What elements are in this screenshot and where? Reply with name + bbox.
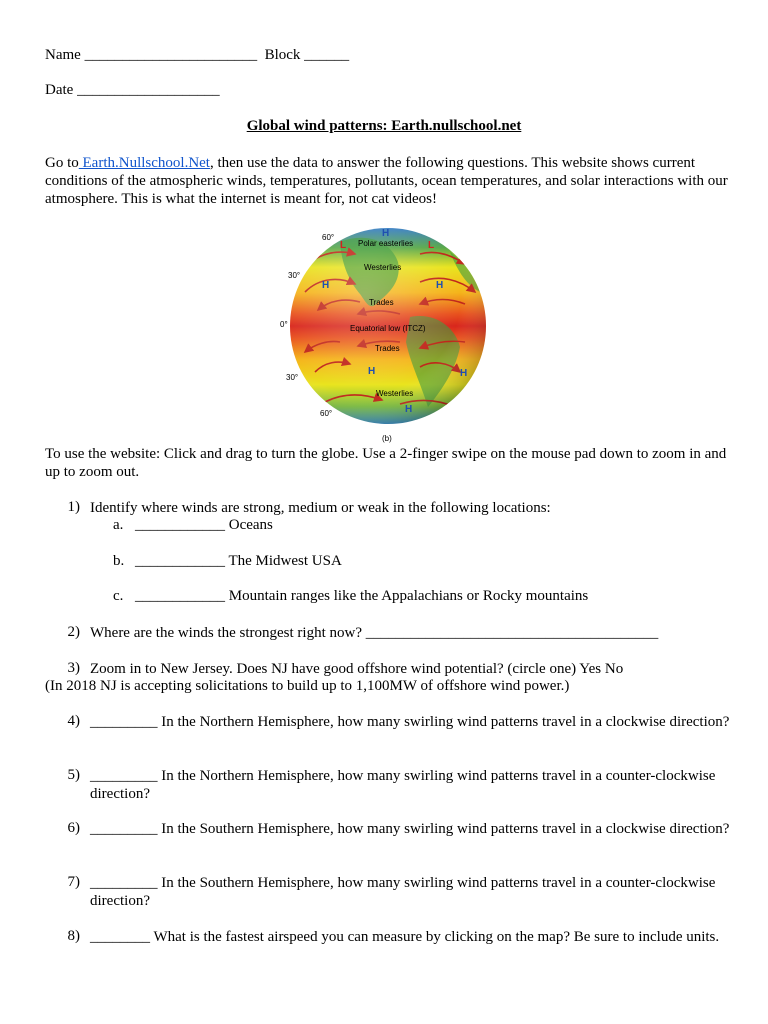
- q1-text: Identify where winds are strong, medium or weak in the following locations:: [90, 500, 551, 516]
- q1b-text[interactable]: ____________ The Midwest USA: [135, 553, 342, 569]
- q1b-letter: b.: [113, 553, 125, 569]
- q1c-letter: c.: [113, 588, 124, 604]
- date-blank[interactable]: ___________________: [77, 82, 220, 98]
- high-pressure-label-bottom: H: [405, 404, 413, 415]
- q1-number: 1): [67, 499, 80, 515]
- low-pressure-label-left: L: [340, 240, 347, 251]
- name-label: Name: [45, 47, 81, 63]
- low-pressure-label-right: L: [428, 240, 435, 251]
- q8-text[interactable]: ________ What is the fastest airspeed you can measure by clicking on the map? Be sure to include units.: [90, 929, 720, 945]
- q1c-text[interactable]: ____________ Mountain ranges like the Appalachians or Rocky mountains: [135, 588, 589, 604]
- page-title: Global wind patterns: Earth.nullschool.net: [246, 118, 522, 134]
- q4-text[interactable]: _________ In the Northern Hemisphere, how many swirling wind patterns travel in a clockwise direction?: [90, 714, 730, 730]
- date-label: Date: [45, 82, 74, 98]
- block-label: Block: [264, 47, 301, 63]
- lat-label-60n: 60°: [322, 233, 335, 242]
- figure-caption: (b): [382, 434, 392, 443]
- high-pressure-label-ne: H: [436, 280, 444, 291]
- zone-label-westerlies-south: Westerlies: [376, 389, 414, 398]
- q2-number: 2): [67, 624, 80, 640]
- q3-number: 3): [67, 660, 80, 676]
- q5-text[interactable]: _________ In the Northern Hemisphere, how many swirling wind patterns travel in a counter-clockwise direction?: [90, 768, 716, 802]
- q5-number: 5): [67, 767, 80, 783]
- lat-label-0: 0°: [280, 320, 288, 329]
- q7-text[interactable]: _________ In the Southern Hemisphere, how many swirling wind patterns travel in a counter-clockwise direction?: [90, 875, 716, 909]
- intro-pre: Go to: [45, 155, 79, 171]
- q6-number: 6): [67, 820, 80, 836]
- zone-label-itcz: Equatorial low (ITCZ): [350, 324, 426, 333]
- q7-number: 7): [67, 874, 80, 890]
- lat-label-60s: 60°: [320, 409, 333, 418]
- high-pressure-label-top: H: [382, 228, 390, 239]
- high-pressure-label-sw: H: [368, 366, 376, 377]
- q1a-text[interactable]: ____________ Oceans: [135, 517, 273, 533]
- zone-label-trades-north: Trades: [369, 298, 394, 307]
- q2-text[interactable]: Where are the winds the strongest right now? _______________________________________: [90, 625, 659, 641]
- q8-number: 8): [67, 928, 80, 944]
- high-pressure-label-nw: H: [322, 280, 330, 291]
- block-blank[interactable]: ______: [304, 47, 350, 63]
- intro-post: , then use the data to answer the following questions. This website shows current conditions of the atmospheric winds, temperatures, pollutants, ocean temperatures, and solar interactions with our atmosphere. This is what the internet is meant for, not cat videos!: [45, 155, 728, 207]
- zone-label-polar-easterlies: Polar easterlies: [358, 239, 414, 248]
- q3-note: (In 2018 NJ is accepting solicitations to build up to 1,100MW of offshore wind power.): [45, 678, 570, 694]
- name-blank[interactable]: _______________________: [84, 47, 258, 63]
- global-wind-figure: [270, 222, 500, 448]
- q6-text[interactable]: _________ In the Southern Hemisphere, how many swirling wind patterns travel in a clockwise direction?: [90, 821, 730, 837]
- instructions-paragraph: To use the website: Click and drag to turn the globe. Use a 2-finger swipe on the mouse pad down to zoom in and up to zoom out.: [45, 446, 727, 480]
- q1a-letter: a.: [113, 517, 124, 533]
- q4-number: 4): [67, 713, 80, 729]
- intro-paragraph: [45, 154, 735, 208]
- lat-label-30s: 30°: [286, 373, 299, 382]
- date-line: [45, 82, 220, 99]
- high-pressure-label-se: H: [460, 368, 468, 379]
- lat-label-30n: 30°: [288, 271, 301, 280]
- zone-label-westerlies-north: Westerlies: [364, 263, 402, 272]
- name-line: [45, 47, 349, 64]
- earth-nullschool-link[interactable]: Earth.Nullschool.Net: [78, 155, 210, 171]
- q3-text[interactable]: Zoom in to New Jersey. Does NJ have good offshore wind potential? (circle one) Yes No: [90, 661, 624, 677]
- zone-label-trades-south: Trades: [375, 344, 400, 353]
